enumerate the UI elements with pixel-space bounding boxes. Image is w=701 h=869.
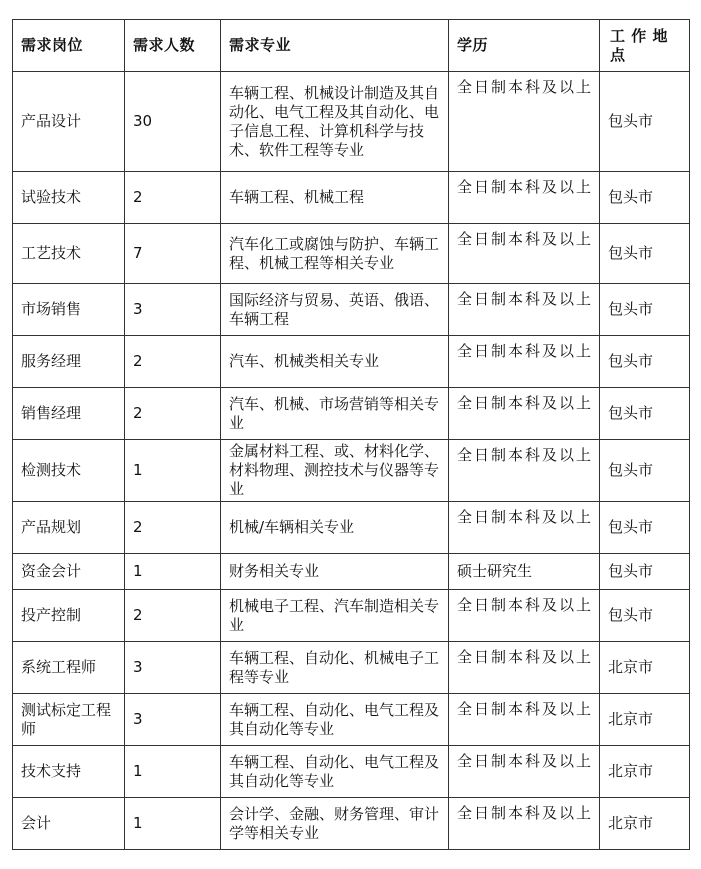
cell-position: 产品设计 xyxy=(13,72,125,172)
table-row xyxy=(13,172,690,224)
cell-position: 投产控制 xyxy=(13,590,125,642)
table-row xyxy=(13,746,690,798)
job-requirements-table xyxy=(12,19,690,850)
cell-count: 2 xyxy=(125,336,221,388)
cell-major: 车辆工程、机械设计制造及其自动化、电气工程及其自动化、电子信息工程、计算机科学与技术、软件工程等专业 xyxy=(221,72,449,172)
cell-location: 北京市 xyxy=(600,798,690,850)
cell-location: 包头市 xyxy=(600,388,690,440)
header-position: 需求岗位 xyxy=(13,20,125,72)
header-major: 需求专业 xyxy=(221,20,449,72)
cell-major: 会计学、金融、财务管理、审计学等相关专业 xyxy=(221,798,449,850)
table-row xyxy=(13,502,690,554)
table-row xyxy=(13,72,690,172)
cell-position: 测试标定工程师 xyxy=(13,694,125,746)
table-row xyxy=(13,694,690,746)
cell-position: 检测技术 xyxy=(13,440,125,502)
cell-major: 汽车、机械、市场营销等相关专业 xyxy=(221,388,449,440)
cell-position: 市场销售 xyxy=(13,284,125,336)
cell-education: 全日制本科及以上 xyxy=(449,388,600,440)
cell-major: 金属材料工程、或、材料化学、材料物理、测控技术与仪器等专业 xyxy=(221,440,449,502)
cell-major: 车辆工程、机械工程 xyxy=(221,172,449,224)
cell-education: 全日制本科及以上 xyxy=(449,172,600,224)
cell-education: 全日制本科及以上 xyxy=(449,502,600,554)
cell-location: 包头市 xyxy=(600,336,690,388)
cell-education: 全日制本科及以上 xyxy=(449,72,600,172)
table-row xyxy=(13,224,690,284)
cell-location: 包头市 xyxy=(600,502,690,554)
table-row xyxy=(13,388,690,440)
cell-education: 全日制本科及以上 xyxy=(449,440,600,502)
cell-education: 全日制本科及以上 xyxy=(449,590,600,642)
cell-major: 机械/车辆相关专业 xyxy=(221,502,449,554)
cell-education: 全日制本科及以上 xyxy=(449,284,600,336)
cell-count: 2 xyxy=(125,172,221,224)
cell-location: 北京市 xyxy=(600,642,690,694)
cell-position: 技术支持 xyxy=(13,746,125,798)
cell-position: 产品规划 xyxy=(13,502,125,554)
cell-major: 车辆工程、自动化、电气工程及其自动化等专业 xyxy=(221,746,449,798)
cell-position: 系统工程师 xyxy=(13,642,125,694)
cell-location: 北京市 xyxy=(600,694,690,746)
cell-education: 全日制本科及以上 xyxy=(449,224,600,284)
cell-position: 资金会计 xyxy=(13,554,125,590)
cell-position: 试验技术 xyxy=(13,172,125,224)
cell-position: 工艺技术 xyxy=(13,224,125,284)
table-row xyxy=(13,554,690,590)
cell-count: 2 xyxy=(125,388,221,440)
cell-count: 7 xyxy=(125,224,221,284)
cell-location: 包头市 xyxy=(600,172,690,224)
cell-education: 全日制本科及以上 xyxy=(449,642,600,694)
cell-location: 包头市 xyxy=(600,590,690,642)
cell-major: 车辆工程、自动化、电气工程及其自动化等专业 xyxy=(221,694,449,746)
cell-major: 国际经济与贸易、英语、俄语、车辆工程 xyxy=(221,284,449,336)
cell-count: 2 xyxy=(125,502,221,554)
header-location: 工 作 地 点 xyxy=(600,20,690,72)
table-row xyxy=(13,440,690,502)
header-education: 学历 xyxy=(449,20,600,72)
cell-education: 全日制本科及以上 xyxy=(449,798,600,850)
cell-location: 包头市 xyxy=(600,224,690,284)
cell-count: 3 xyxy=(125,284,221,336)
table-row xyxy=(13,590,690,642)
table-row xyxy=(13,798,690,850)
cell-count: 1 xyxy=(125,746,221,798)
cell-count: 3 xyxy=(125,694,221,746)
cell-location: 包头市 xyxy=(600,72,690,172)
table-row xyxy=(13,642,690,694)
cell-education: 硕士研究生 xyxy=(449,554,600,590)
cell-major: 汽车、机械类相关专业 xyxy=(221,336,449,388)
cell-location: 包头市 xyxy=(600,284,690,336)
header-count: 需求人数 xyxy=(125,20,221,72)
table-row xyxy=(13,336,690,388)
cell-education: 全日制本科及以上 xyxy=(449,694,600,746)
cell-location: 北京市 xyxy=(600,746,690,798)
cell-location: 包头市 xyxy=(600,554,690,590)
cell-major: 财务相关专业 xyxy=(221,554,449,590)
cell-count: 30 xyxy=(125,72,221,172)
cell-position: 会计 xyxy=(13,798,125,850)
table-header-row xyxy=(13,20,690,72)
table-row xyxy=(13,284,690,336)
cell-major: 机械电子工程、汽车制造相关专业 xyxy=(221,590,449,642)
cell-major: 汽车化工或腐蚀与防护、车辆工程、机械工程等相关专业 xyxy=(221,224,449,284)
cell-count: 1 xyxy=(125,554,221,590)
cell-major: 车辆工程、自动化、机械电子工程等专业 xyxy=(221,642,449,694)
cell-position: 服务经理 xyxy=(13,336,125,388)
cell-education: 全日制本科及以上 xyxy=(449,746,600,798)
cell-location: 包头市 xyxy=(600,440,690,502)
cell-count: 3 xyxy=(125,642,221,694)
cell-count: 2 xyxy=(125,590,221,642)
cell-count: 1 xyxy=(125,798,221,850)
cell-count: 1 xyxy=(125,440,221,502)
cell-position: 销售经理 xyxy=(13,388,125,440)
cell-education: 全日制本科及以上 xyxy=(449,336,600,388)
